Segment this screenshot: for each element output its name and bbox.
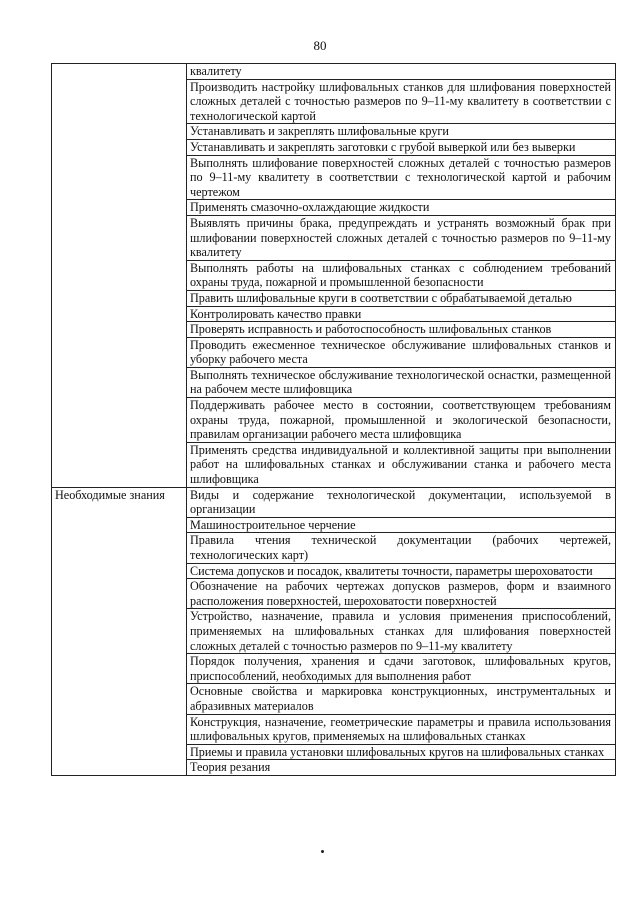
knowledge-item: Система допусков и посадок, квалитеты точности, параметры шероховатости (187, 563, 616, 579)
skill-item: Производить настройку шлифовальных станков для шлифования поверхностей сложных деталей с точностью размеров по 9–11-му квалитету в соответствии с технологической картой (187, 79, 616, 124)
knowledge-item: Обозначение на рабочих чертежах допусков размеров, форм и взаимного расположения поверхностей, шероховатости поверхностей (187, 579, 616, 609)
knowledge-item: Машиностроительное черчение (187, 517, 616, 533)
competency-table (51, 63, 616, 776)
skill-item: квалитету (187, 64, 616, 80)
skill-item: Править шлифовальные круги в соответствии с обрабатываемой деталью (187, 290, 616, 306)
skill-item: Поддерживать рабочее место в состоянии, соответствующем требованиям охраны труда, пожарной, промышленной и экологической безопасности, правилам организации рабочего места шлифовщика (187, 398, 616, 443)
skill-item: Устанавливать и закреплять заготовки с грубой выверкой или без выверки (187, 139, 616, 155)
skill-item: Выполнять шлифование поверхностей сложных деталей с точностью размеров по 9–11-му квалитету в соответствии с технологической картой и рабочим чертежом (187, 155, 616, 200)
knowledge-item: Правила чтения технической документации (рабочих чертежей, технологических карт) (187, 533, 616, 563)
skill-item: Выполнять работы на шлифовальных станках с соблюдением требований охраны труда, пожарной и промышленной безопасности (187, 260, 616, 290)
skill-item: Применять смазочно-охлаждающие жидкости (187, 200, 616, 216)
knowledge-item: Порядок получения, хранения и сдачи заготовок, шлифовальных кругов, приспособлений, необходимых для выполнения работ (187, 654, 616, 684)
skill-item: Проверять исправность и работоспособность шлифовальных станков (187, 322, 616, 338)
table-row (52, 64, 616, 80)
knowledge-item: Виды и содержание технологической документации, используемой в организации (187, 487, 616, 517)
skill-item: Устанавливать и закреплять шлифовальные круги (187, 124, 616, 140)
table-row (52, 487, 616, 517)
knowledge-item: Основные свойства и маркировка конструкционных, инструментальных и абразивных материалов (187, 684, 616, 714)
skill-item: Контролировать качество правки (187, 306, 616, 322)
skill-item: Применять средства индивидуальной и коллективной защиты при выполнении работ на шлифовальных станках и обслуживании станка и рабочего места шлифовщика (187, 442, 616, 487)
knowledge-label: Необходимые знания (52, 487, 187, 775)
scan-dot-mark (321, 850, 324, 853)
knowledge-item: Теория резания (187, 760, 616, 776)
knowledge-item: Конструкция, назначение, геометрические параметры и правила использования шлифовальных кругов, применяемых на шлифовальных станках (187, 714, 616, 744)
knowledge-item: Устройство, назначение, правила и условия применения приспособлений, применяемых на шлифовальных станках для шлифования поверхностей сложных деталей с точностью размеров по 9–11-му квалитету (187, 609, 616, 654)
page-number: 80 (313, 38, 327, 53)
knowledge-item: Приемы и правила установки шлифовальных кругов на шлифовальных станках (187, 744, 616, 760)
skill-item: Выполнять техническое обслуживание технологической оснастки, размещенной на рабочем месте шлифовщика (187, 367, 616, 397)
skill-item: Выявлять причины брака, предупреждать и устранять возможный брак при шлифовании поверхностей сложных деталей с точностью размеров по 9–11-му квалитету (187, 215, 616, 260)
skill-item: Проводить ежесменное техническое обслуживание шлифовальных станков и уборку рабочего места (187, 337, 616, 367)
skills-label-cell (52, 64, 187, 488)
